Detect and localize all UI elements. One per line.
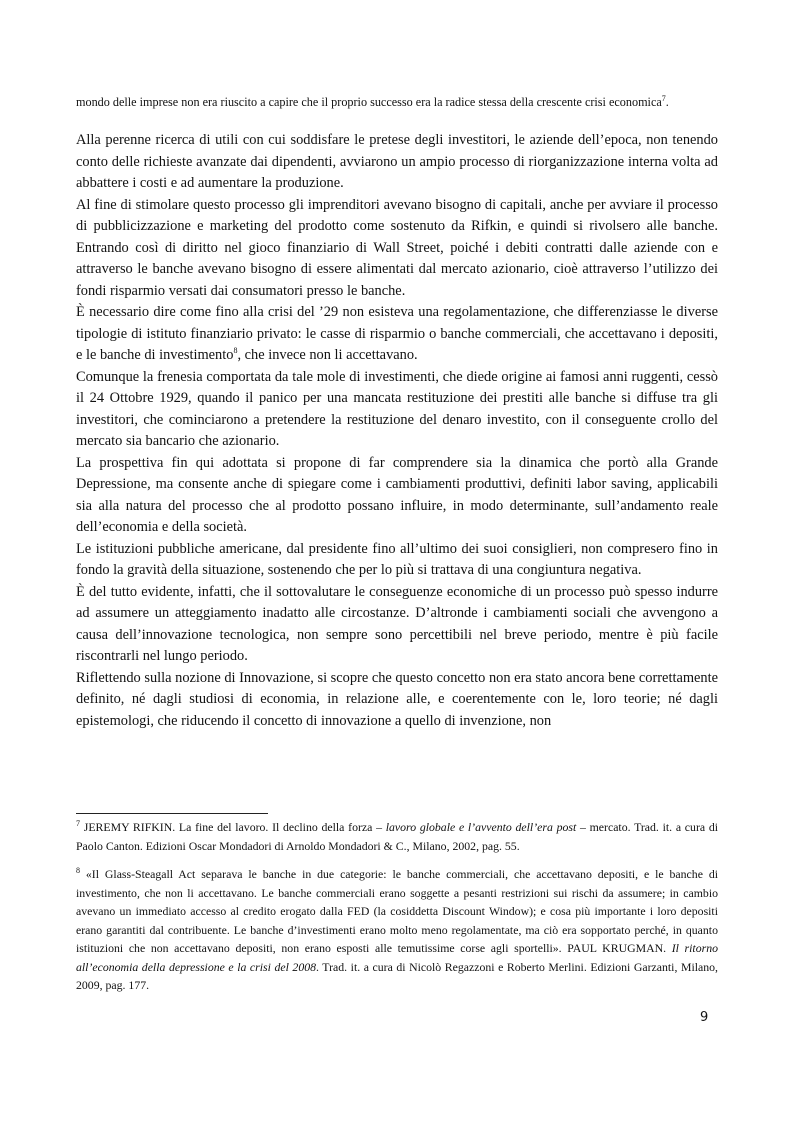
footnote-number: 7 [76, 819, 80, 829]
intro-text: mondo delle imprese non era riuscito a capire che il proprio successo era la radice stessa della crescente crisi economica [76, 95, 662, 109]
footnote-number: 8 [76, 866, 80, 876]
footnote-ref-7[interactable]: 7 [661, 93, 666, 103]
footnotes [76, 818, 718, 1005]
footnote-7-italic: lavoro globale e l’avvento dell’era post [385, 820, 577, 834]
intro-end: . [665, 95, 669, 109]
paragraph-4: Comunque la frenesia comportata da tale mole di investimenti, che diede origine ai famosi anni ruggenti, cessò il 24 Ottobre 1929, quando il panico per una mancata restituzione dei prestiti alle banche si diffuse tra gli investitori, che cominciarono a pretendere la restituzione del denaro investito, con il conseguente crollo del mercato sia bancario che azionario. [76, 368, 718, 449]
paragraph-7: È del tutto evidente, infatti, che il sottovalutare le conseguenze economiche di un processo può spesso indurre ad assumere un atteggiamento inadatto alle circostanze. D’altronde i cambiamenti sociali che avvengono a causa dell’innovazione tecnologica, non sempre sono percettibili nel breve periodo, mentre è più facile riscontrarli nel lungo periodo. [76, 583, 718, 664]
main-text [76, 130, 718, 732]
page-number: 9 [700, 1010, 709, 1025]
paragraph-3-end: , che invece non li accettavano. [237, 347, 418, 363]
footnote-8-end: . Trad. it. a cura di Nicolò Regazzoni e Roberto Merlini. Edizioni Garzanti, Milano, 2009, pag. 177. [76, 959, 718, 992]
paragraph-3-text: È necessario dire come fino alla crisi del ’29 non esisteva una regolamentazione, che differenziasse le diverse tipologie di istituto finanziario privato: le casse di risparmio o banche commerciali, che accettavano i depositi, e le banche di investimento [76, 304, 718, 363]
paragraph-5: La prospettiva fin qui adottata si propone di far comprendere sia la dinamica che portò alla Grande Depressione, ma consente anche di spiegare come i cambiamenti produttivi, definiti labor saving, applicabili sia alla natura del processo che al prodotto possano influire, in modo determinante, sull’andamento reale dell’economia e della società. [76, 454, 718, 535]
footnote-ref-8[interactable]: 8 [233, 346, 238, 356]
footnote-8 [76, 865, 718, 995]
paragraph-6: Le istituzioni pubbliche americane, dal presidente fino all’ultimo dei suoi consiglieri, non compresero fino in fondo la gravità della situazione, sostenendo che per lo più si trattava di una congiuntura negativa. [76, 540, 718, 578]
footnote-8-italic: Il ritorno all’economia della depressione e la crisi del 2008 [76, 941, 718, 974]
footnote-separator [76, 813, 268, 814]
paragraph-8: Riflettendo sulla nozione di Innovazione, si scopre che questo concetto non era stato ancora bene correttamente definito, né dagli studiosi di economia, in relazione alle, e coerentemente con le, loro teorie; né dagli epistemologi, che riducendo il concetto di innovazione a quello di invenzione, non [76, 669, 718, 729]
intro-paragraph [76, 92, 718, 112]
paragraph-3 [76, 302, 718, 367]
footnote-7-text: JEREMY RIFKIN. La fine del lavoro. Il declino della forza – [80, 820, 386, 834]
footnote-7 [76, 818, 718, 855]
footnote-8-text: «Il Glass-Steagall Act separava le banche in due categorie: le banche commerciali, che accettavano depositi, e le banche di investimento, che non li accettavano. Le banche commerciali erano soggette a pesanti restrizioni sui rischi da assumere; in cambio avevano un immediato accesso al credito erogato dalla FED (la cosiddetta Discount Window); e cosa più importante i loro depositi erano garantiti dal contribuente. Le banche d’investimenti erano molto meno regolamentate, ma ciò era sopportato perché, in quanto istituzioni che non accettavano depositi, non erano esposti alle temutissime corse agli sportelli». PAUL KRUGMAN. [76, 867, 718, 955]
paragraph-2: Al fine di stimolare questo processo gli imprenditori avevano bisogno di capitali, anche per avviare il processo di pubblicizzazione e marketing del prodotto come sostenuto da Rifkin, e quindi si rivolsero alle banche. Entrando così di diritto nel gioco finanziario di Wall Street, poiché i debiti contratti dalle aziende con e attraverso le banche avevano bisogno di essere alimentati dal mercato azionario, cioè attraverso l’utilizzo dei fondi risparmio versati dai consumatori presso le banche. [76, 196, 718, 299]
paragraph-1: Alla perenne ricerca di utili con cui soddisfare le pretese degli investitori, le aziende dell’epoca, non tenendo conto delle richieste avanzate dai dipendenti, avviarono un ampio processo di riorganizzazione interna volta ad abbattere i costi e ad aumentare la produzione. [76, 132, 718, 191]
footnote-7-end: – mercato. Trad. it. a cura di Paolo Canton. Edizioni Oscar Mondadori di Arnoldo Mondadori & C., Milano, 2002, pag. 55. [76, 820, 719, 853]
page-body [76, 92, 718, 732]
